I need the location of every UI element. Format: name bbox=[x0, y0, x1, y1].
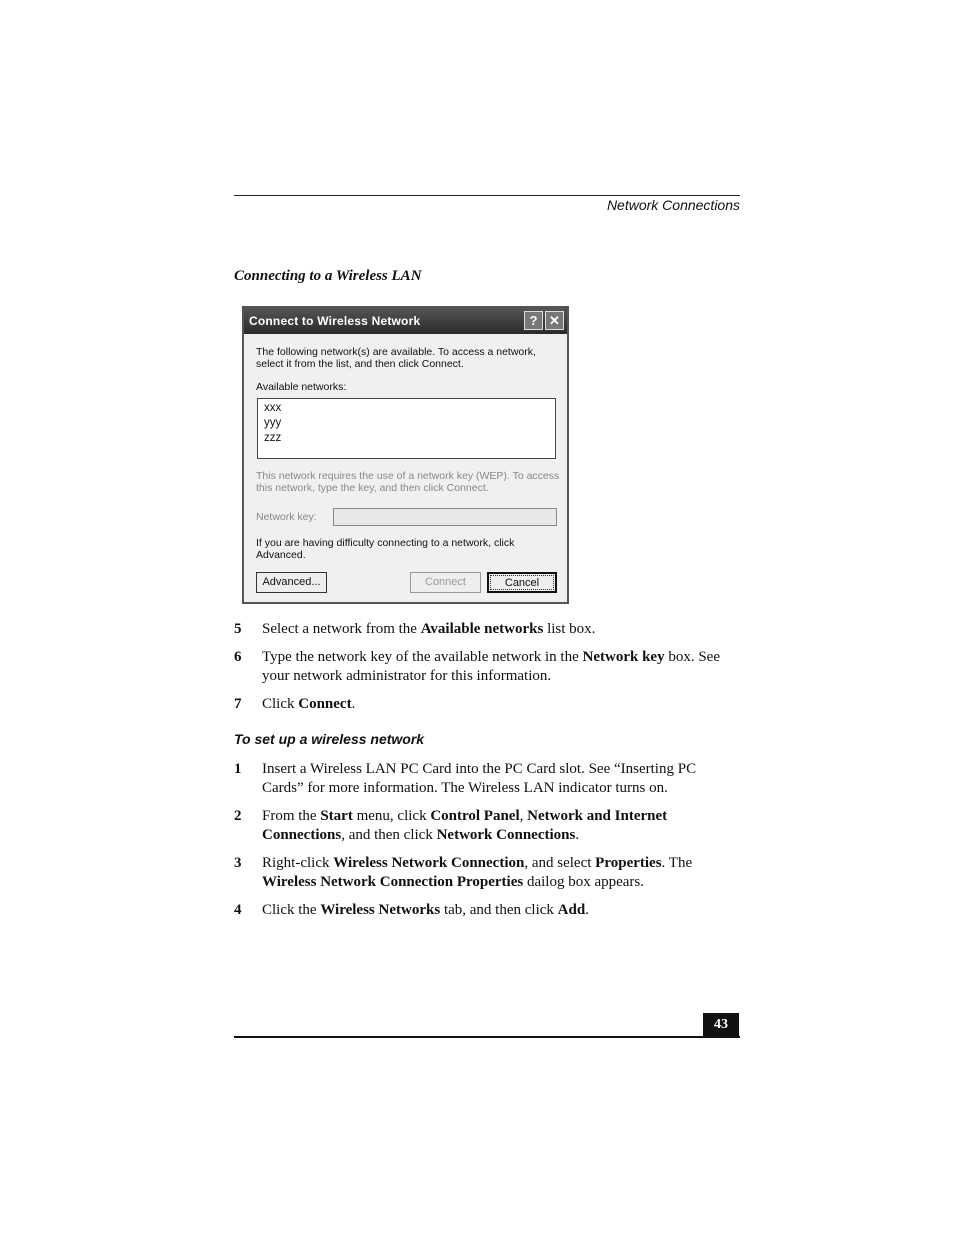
step-number: 5 bbox=[234, 621, 242, 637]
step-text: Click Connect. bbox=[262, 696, 356, 712]
step-number: 6 bbox=[234, 649, 242, 665]
network-key-input[interactable] bbox=[333, 508, 557, 526]
step-number: 2 bbox=[234, 808, 242, 824]
advanced-button[interactable]: Advanced... bbox=[256, 572, 327, 593]
step-number: 4 bbox=[234, 902, 242, 918]
connect-button[interactable]: Connect bbox=[410, 572, 481, 593]
dialog-titlebar bbox=[244, 308, 567, 334]
wep-note: This network requires the use of a network key (WEP). To access this network, type the key, and then click Connect. bbox=[256, 470, 560, 494]
step-text: Right-click Wireless Network Connection, and select Properties. The Wireless Network Connection Properties dailog box appears. bbox=[262, 855, 693, 890]
help-icon[interactable]: ? bbox=[524, 311, 543, 330]
step-number: 7 bbox=[234, 696, 242, 712]
available-networks-label: Available networks: bbox=[256, 381, 347, 393]
difficulty-note: If you are having difficulty connecting to a network, click Advanced. bbox=[256, 537, 515, 561]
network-item[interactable]: yyy bbox=[264, 417, 282, 429]
network-item[interactable]: xxx bbox=[264, 402, 282, 414]
available-networks-listbox[interactable] bbox=[257, 398, 556, 459]
section-title: Connecting to a Wireless LAN bbox=[234, 268, 422, 284]
step-text: Type the network key of the available network in the Network key box. See your network administrator for this information. bbox=[262, 649, 721, 684]
close-icon[interactable]: ✕ bbox=[545, 311, 564, 330]
page-number: 43 bbox=[703, 1013, 739, 1036]
network-item[interactable]: zzz bbox=[264, 432, 282, 444]
step-text: Select a network from the Available networks list box. bbox=[262, 621, 596, 637]
step-text: Insert a Wireless LAN PC Card into the PC Card slot. See “Inserting PC Cards” for more information. The Wireless LAN indicator turns on. bbox=[262, 761, 697, 796]
step-number: 3 bbox=[234, 855, 242, 871]
network-key-label: Network key: bbox=[256, 511, 317, 523]
header-rule bbox=[234, 195, 740, 196]
subheading: To set up a wireless network bbox=[234, 731, 425, 747]
cancel-button[interactable]: Cancel bbox=[487, 572, 557, 593]
step-text: From the Start menu, click Control Panel, Network and Internet Connections, and then click Network Connections. bbox=[262, 808, 668, 843]
connect-wireless-dialog bbox=[242, 306, 569, 604]
dialog-title: Connect to Wireless Network bbox=[249, 314, 421, 328]
running-head: Network Connections bbox=[606, 197, 740, 213]
footer-rule bbox=[234, 1036, 740, 1038]
step-text: Click the Wireless Networks tab, and then click Add. bbox=[262, 902, 589, 918]
step-number: 1 bbox=[234, 761, 242, 777]
dialog-intro: The following network(s) are available. To access a network, select it from the list, and then click Connect. bbox=[256, 346, 536, 370]
